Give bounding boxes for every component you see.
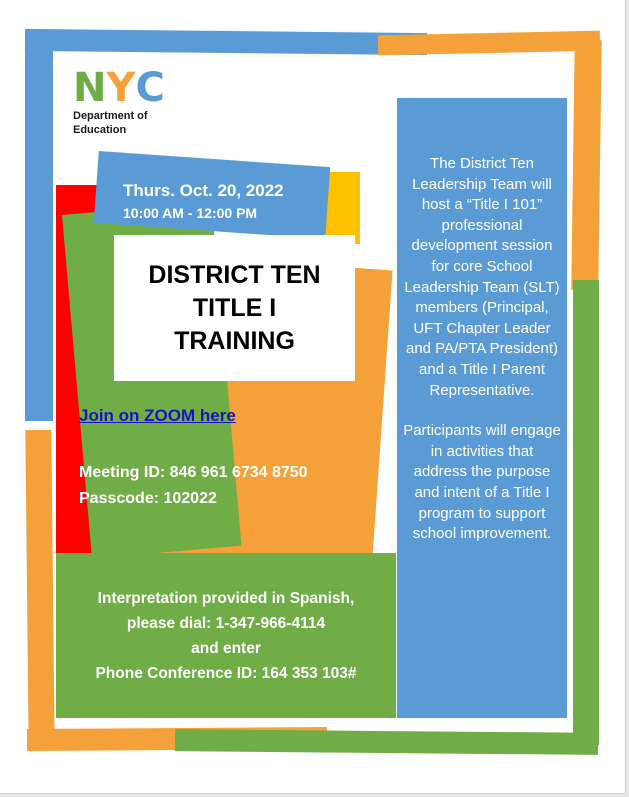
border-strip-orange-right (571, 40, 601, 290)
zoom-join-link[interactable]: Join on ZOOM here (79, 406, 236, 425)
event-datetime (123, 180, 284, 224)
description-panel (397, 98, 567, 718)
border-strip-orange-left (25, 430, 54, 750)
interpretation-line-4: Phone Conference ID: 164 353 103# (95, 664, 357, 682)
nyc-doe-logo (73, 65, 163, 136)
logo-line-1: Department of (73, 110, 148, 122)
border-strip-orange-top (378, 31, 600, 56)
description-paragraph-1: The District Ten Leadership Team will host a “Title I 101” professional development session for core School Leadership Team (SLT) members (Principal, UFT Chapter Leader and PA/PTA President) and a Title I Parent Representative. (404, 155, 560, 399)
border-strip-green-bottom (175, 729, 598, 755)
logo-letter-n: N (73, 65, 105, 111)
logo-letter-y: Y (106, 65, 134, 111)
event-time: 10:00 AM - 12:00 PM (123, 205, 258, 221)
meeting-id: Meeting ID: 846 961 6734 8750 (79, 464, 308, 481)
title-line-3: TRAINING (174, 326, 295, 355)
border-strip-green-right (573, 280, 599, 745)
interpretation-box (56, 553, 396, 718)
title-line-1: DISTRICT TEN (148, 260, 321, 289)
event-date: Thurs. Oct. 20, 2022 (123, 181, 284, 200)
title-line-2: TITLE I (192, 293, 277, 322)
title-box (114, 235, 355, 381)
interpretation-line-2: please dial: 1-347-966-4114 (126, 614, 326, 632)
border-strip-blue-top (25, 29, 427, 55)
meeting-details (79, 460, 308, 512)
description-paragraph-2: Participants will engage in activities that address the purpose and intent of a Title I program to support school improvement. (403, 422, 561, 543)
logo-line-2: Education (73, 124, 127, 136)
passcode: Passcode: 102022 (79, 490, 217, 507)
logo-letter-c: C (135, 65, 163, 111)
border-strip-blue-left (25, 31, 53, 421)
interpretation-line-1: Interpretation provided in Spanish, (97, 589, 355, 607)
interpretation-line-3: and enter (191, 639, 261, 657)
